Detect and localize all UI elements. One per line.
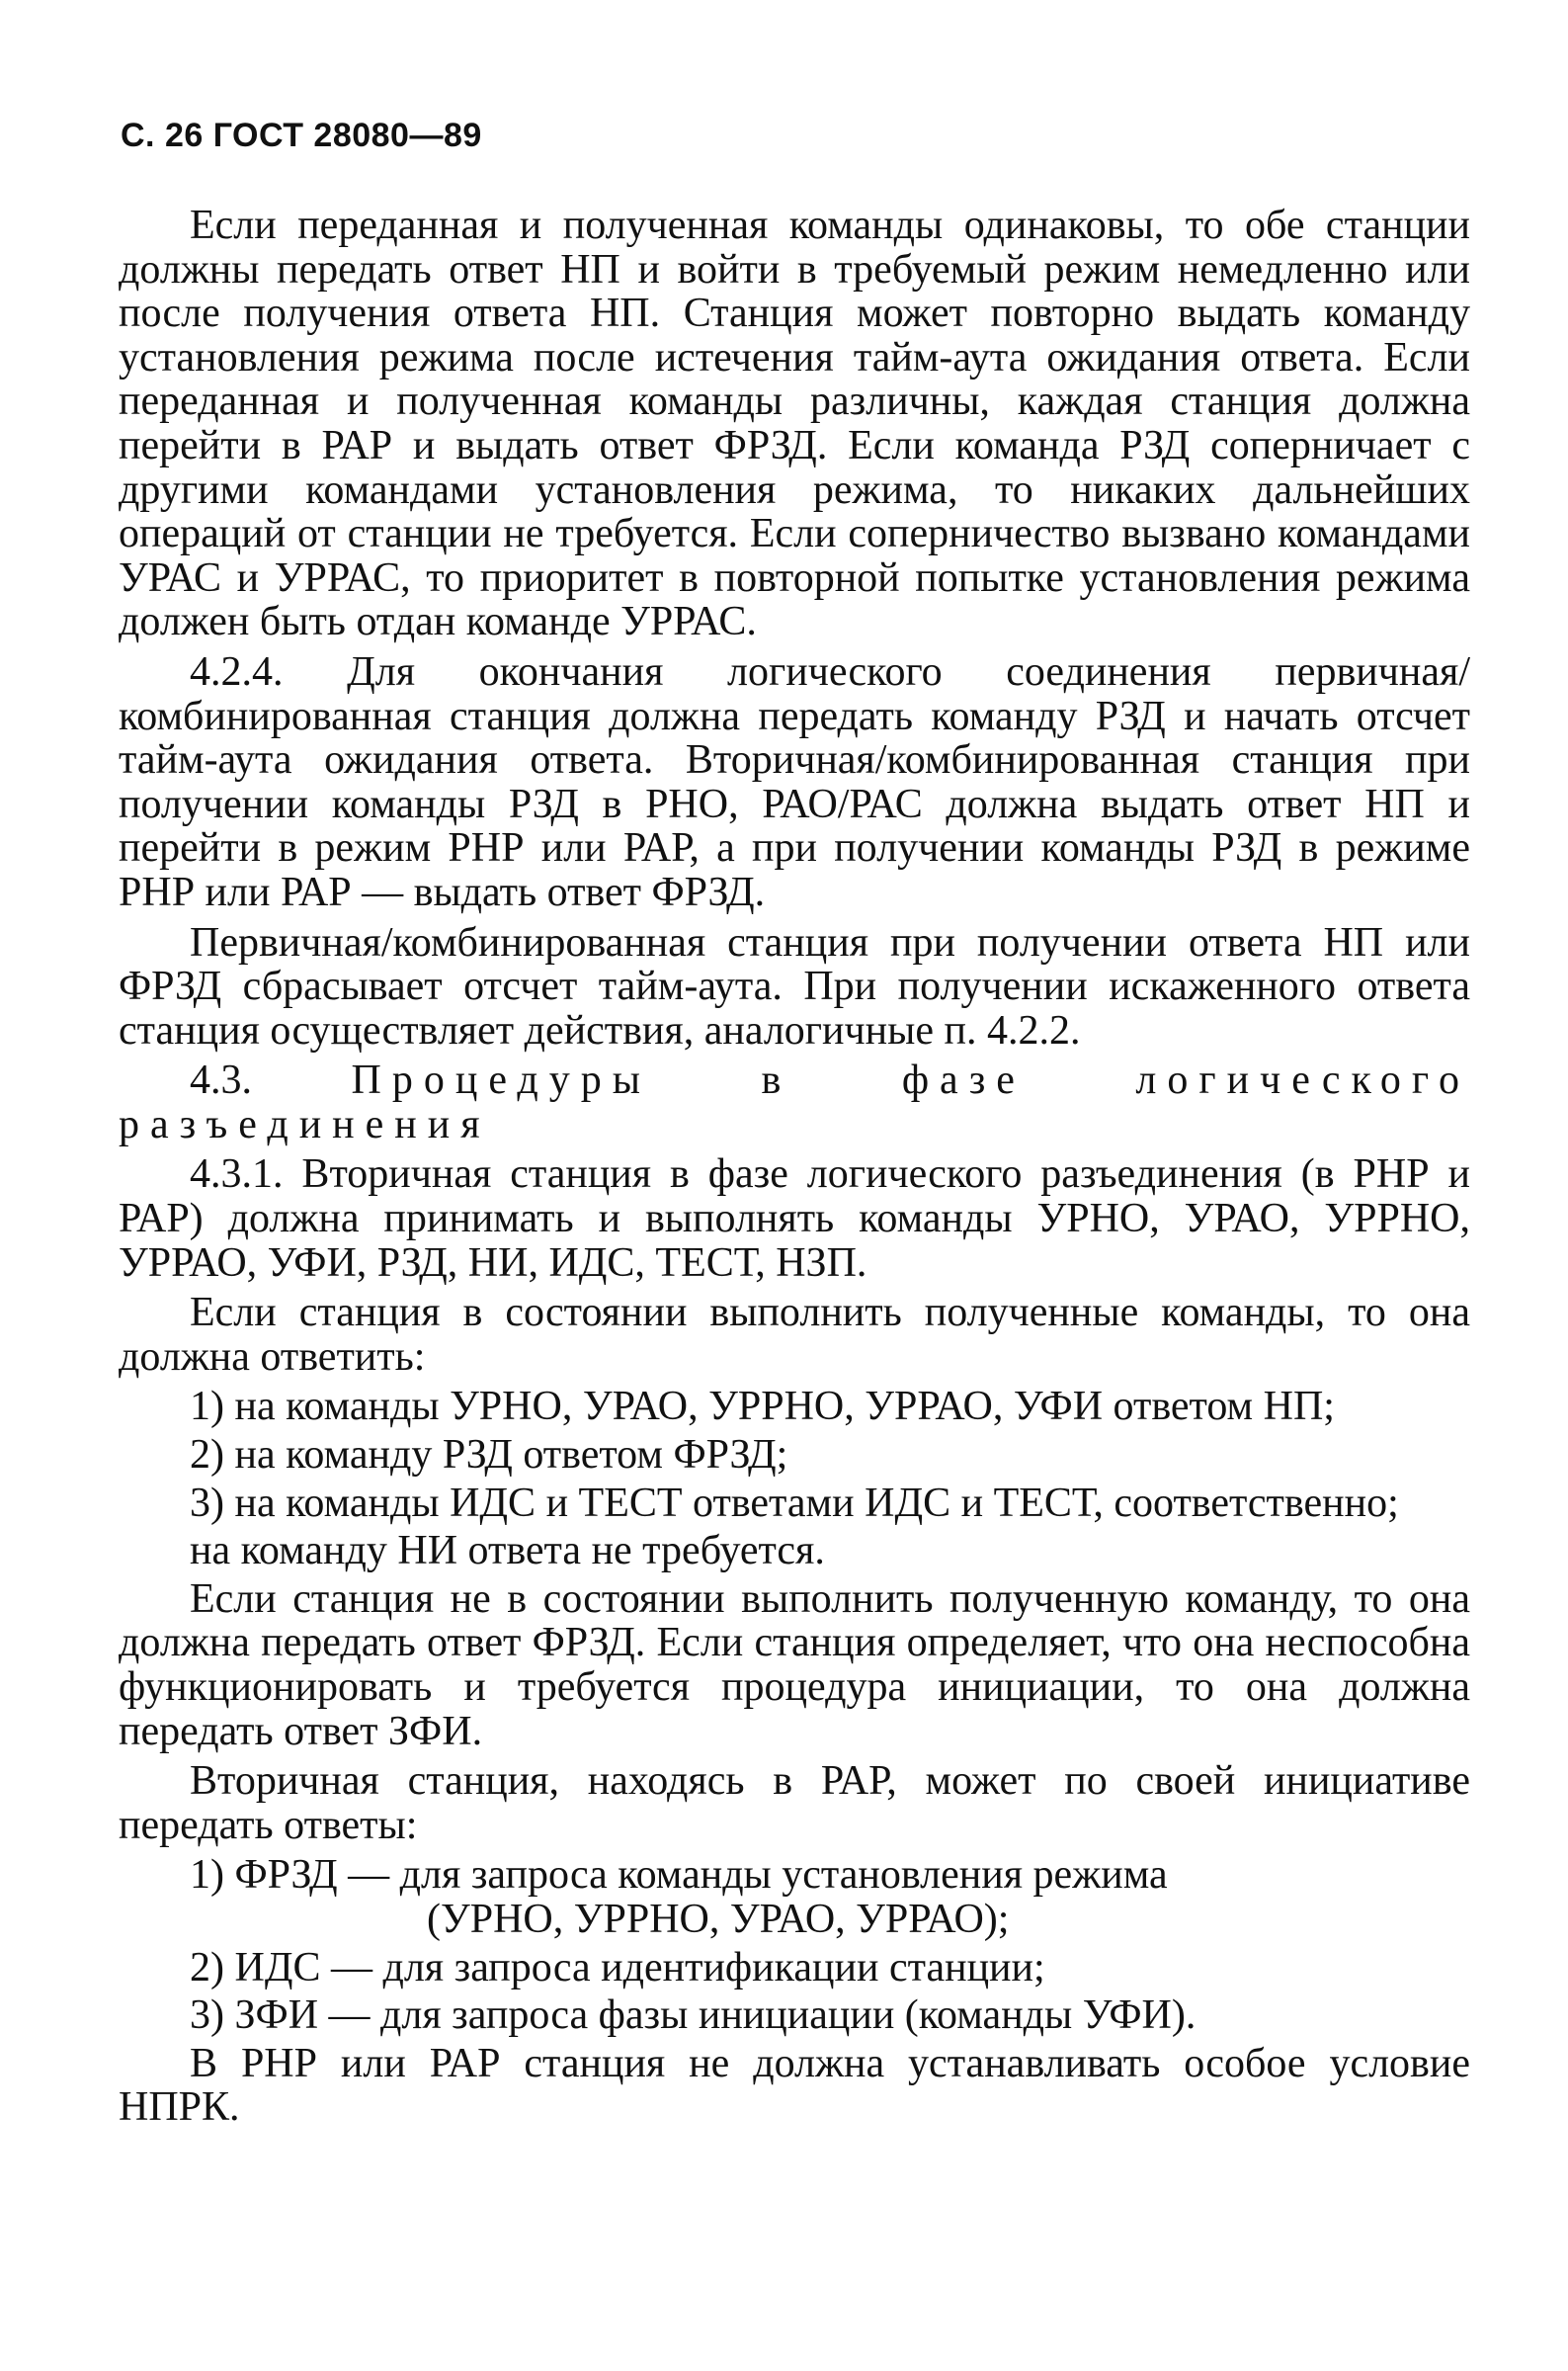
paragraph-4-2-4: 4.2.4. Для окончания логического соединения первичная/комбинированная станция должна передать команду РЗД и начать отсчет тайм-аута ожидания ответа. Вторичная/комбинированная станция при получении команды РЗД в РНО, РАО/РАС должна выдать ответ НП и перейти в режим РНР или РАР, а при получении команды РЗД в режиме РНР или РАР — выдать ответ ФРЗД.: [119, 648, 1470, 915]
list-item-2: 2) на команду РЗД ответом ФРЗД;: [190, 1432, 788, 1479]
document-body: [119, 204, 1470, 2136]
page-header: С. 26 ГОСТ 28080—89: [121, 117, 482, 154]
paragraph-able-to-execute: Если станция в состоянии выполнить полученные команды, то она должна ответить:: [119, 1290, 1470, 1380]
section-heading-4-3: [119, 1058, 1470, 1146]
paragraph-npk-condition: В РНР или РАР станция не должна устанавливать особое условие НПРК.: [119, 2040, 1470, 2131]
section-number: 4.3.: [190, 1058, 252, 1104]
paragraph-unable-to-execute: Если станция не в состоянии выполнить полученную команду, то она должна передать ответ ФРЗД. Если станция определяет, что она неспособна функционировать и требуется процедура инициации, то она должна передать ответ ЗФИ.: [119, 1575, 1470, 1754]
section-title: Процедуры в фазе логического разъединения: [119, 1058, 1470, 1147]
paragraph-primary-reset: Первичная/комбинированная станция при получении ответа НП или ФРЗД сбрасывает отсчет тайм-аута. При получении искаженного ответа станция осуществляет действия, аналогичные п. 4.2.2.: [119, 919, 1470, 1054]
response-item-1-continuation: (УРНО, УРРНО, УРАО, УРРАО);: [427, 1896, 1010, 1942]
paragraph-initiative-responses: Вторичная станция, находясь в РАР, может по своей инициативе передать ответы:: [119, 1758, 1470, 1848]
response-item-1: [119, 1853, 1470, 1941]
list-item-no-response: на команду НИ ответа не требуется.: [190, 1528, 825, 1574]
list-item-1: 1) на команды УРНО, УРАО, УРРНО, УРРАО, УФИ ответом НП;: [190, 1384, 1335, 1430]
paragraph-4-3-1: 4.3.1. Вторичная станция в фазе логического разъединения (в РНР и РАР) должна принимать и выполнять команды УРНО, УРАО, УРРНО, УРРАО, УФИ, РЗД, НИ, ИДС, ТЕСТ, НЗП.: [119, 1151, 1470, 1286]
paragraph-mode-conflict: Если переданная и полученная команды одинаковы, то обе станции должны передать ответ НП и войти в требуемый режим немедленно или после получения ответа НП. Станция может повторно выдать команду установления режима после истечения тайм-аута ожидания ответа. Если переданная и полученная команды различны, каждая станция должна перейти в РАР и выдать ответ ФРЗД. Если команда РЗД соперничает с другими командами установления режима, то никаких дальнейших операций от станции не требуется. Если соперничество вызвано командами УРАС и УРРАС, то приоритет в повторной попытке установления режима должен быть отдан команде УРРАС.: [119, 203, 1470, 645]
list-item-3: 3) на команды ИДС и ТЕСТ ответами ИДС и ТЕСТ, соответственно;: [190, 1480, 1399, 1526]
response-item-1-text: 1) ФРЗД — для запроса команды установления режима: [190, 1852, 1168, 1899]
response-item-2: 2) ИДС — для запроса идентификации станции;: [190, 1944, 1045, 1990]
response-item-3: 3) ЗФИ — для запроса фазы инициации (команды УФИ).: [190, 1992, 1197, 2039]
